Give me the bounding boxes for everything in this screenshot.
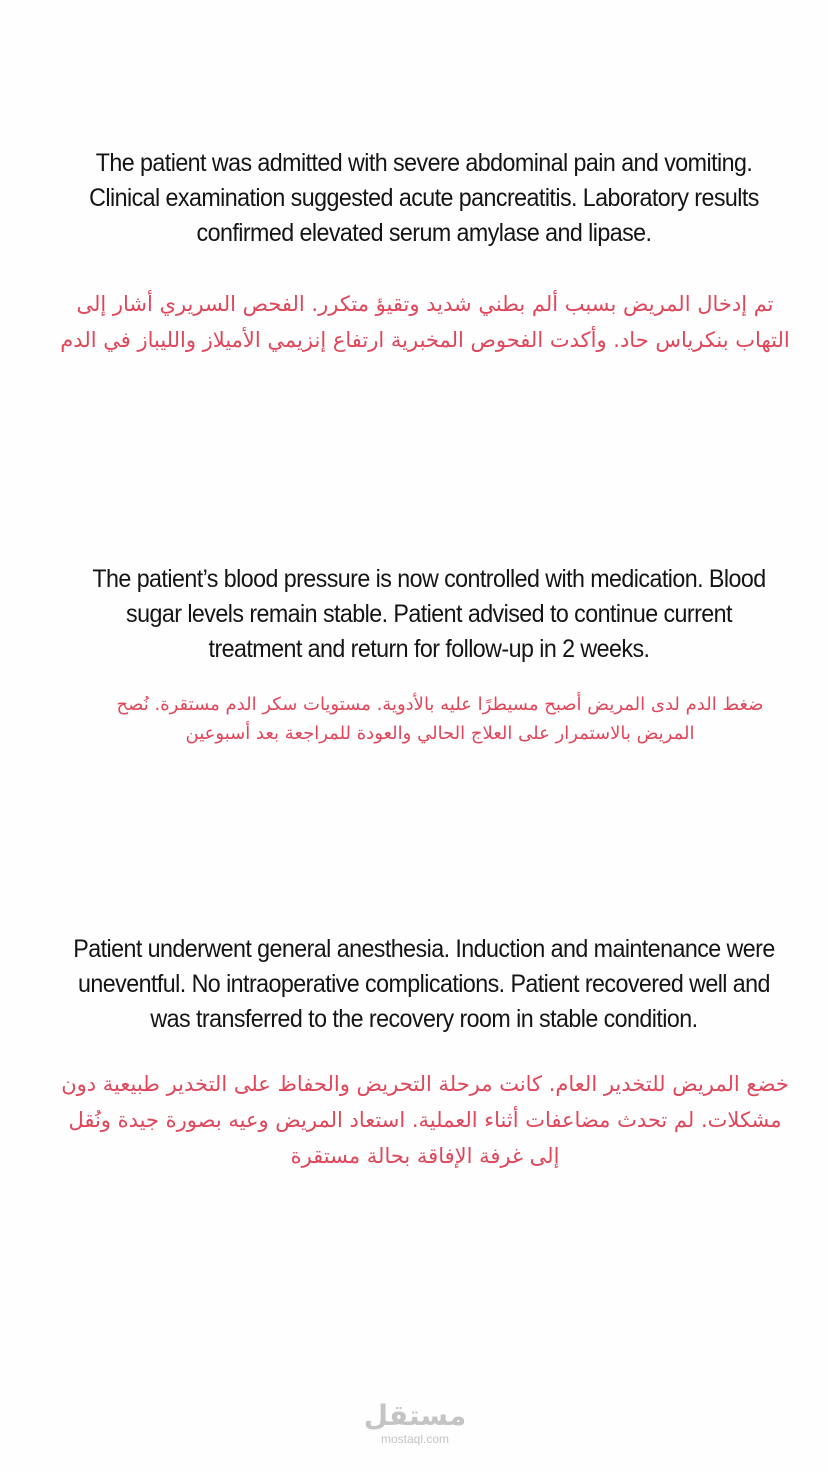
watermark [360,1400,470,1446]
watermark-logo: مستقل [363,1399,467,1432]
arabic-paragraph-2: ضغط الدم لدى المريض أصبح مسيطرًا عليه بالأدوية. مستويات سكر الدم مستقرة. نُصح المريض بالاستمرار على العلاج الحالي والعودة للمراجعة بعد أسبوعين [116,694,764,744]
arabic-paragraph-3: خضع المريض للتخدير العام. كانت مرحلة التحريض والحفاظ على التخدير طبيعية دون مشكلات. لم تحدث مضاعفات أثناء العملية. استعاد المريض وعيه بصورة جيدة ونُقل إلى غرفة الإفاقة بحالة مستقرة [61,1072,789,1168]
arabic-paragraph-1: تم إدخال المريض بسبب ألم بطني شديد وتقيؤ متكرر. الفحص السريري أشار إلى التهاب بنكرياس حاد. وأكدت الفحوص المخبرية ارتفاع إنزيمي الأميلاز والليباز في الدم [60,292,790,352]
watermark-url: mostaql.com [380,1432,450,1446]
english-paragraph-1: The patient was admitted with severe abdominal pain and vomiting. Clinical examination suggested acute pancreatitis. Laboratory results confirmed elevated serum amylase and lipase. [89,149,759,247]
english-paragraph-3: Patient underwent general anesthesia. Induction and maintenance were uneventful. No intraoperative complications. Patient recovered well and was transferred to the recovery room in stable condition. [73,935,775,1033]
english-paragraph-2: The patient’s blood pressure is now controlled with medication. Blood sugar levels remain stable. Patient advised to continue current treatment and return for follow-up in 2 weeks. [92,565,766,663]
